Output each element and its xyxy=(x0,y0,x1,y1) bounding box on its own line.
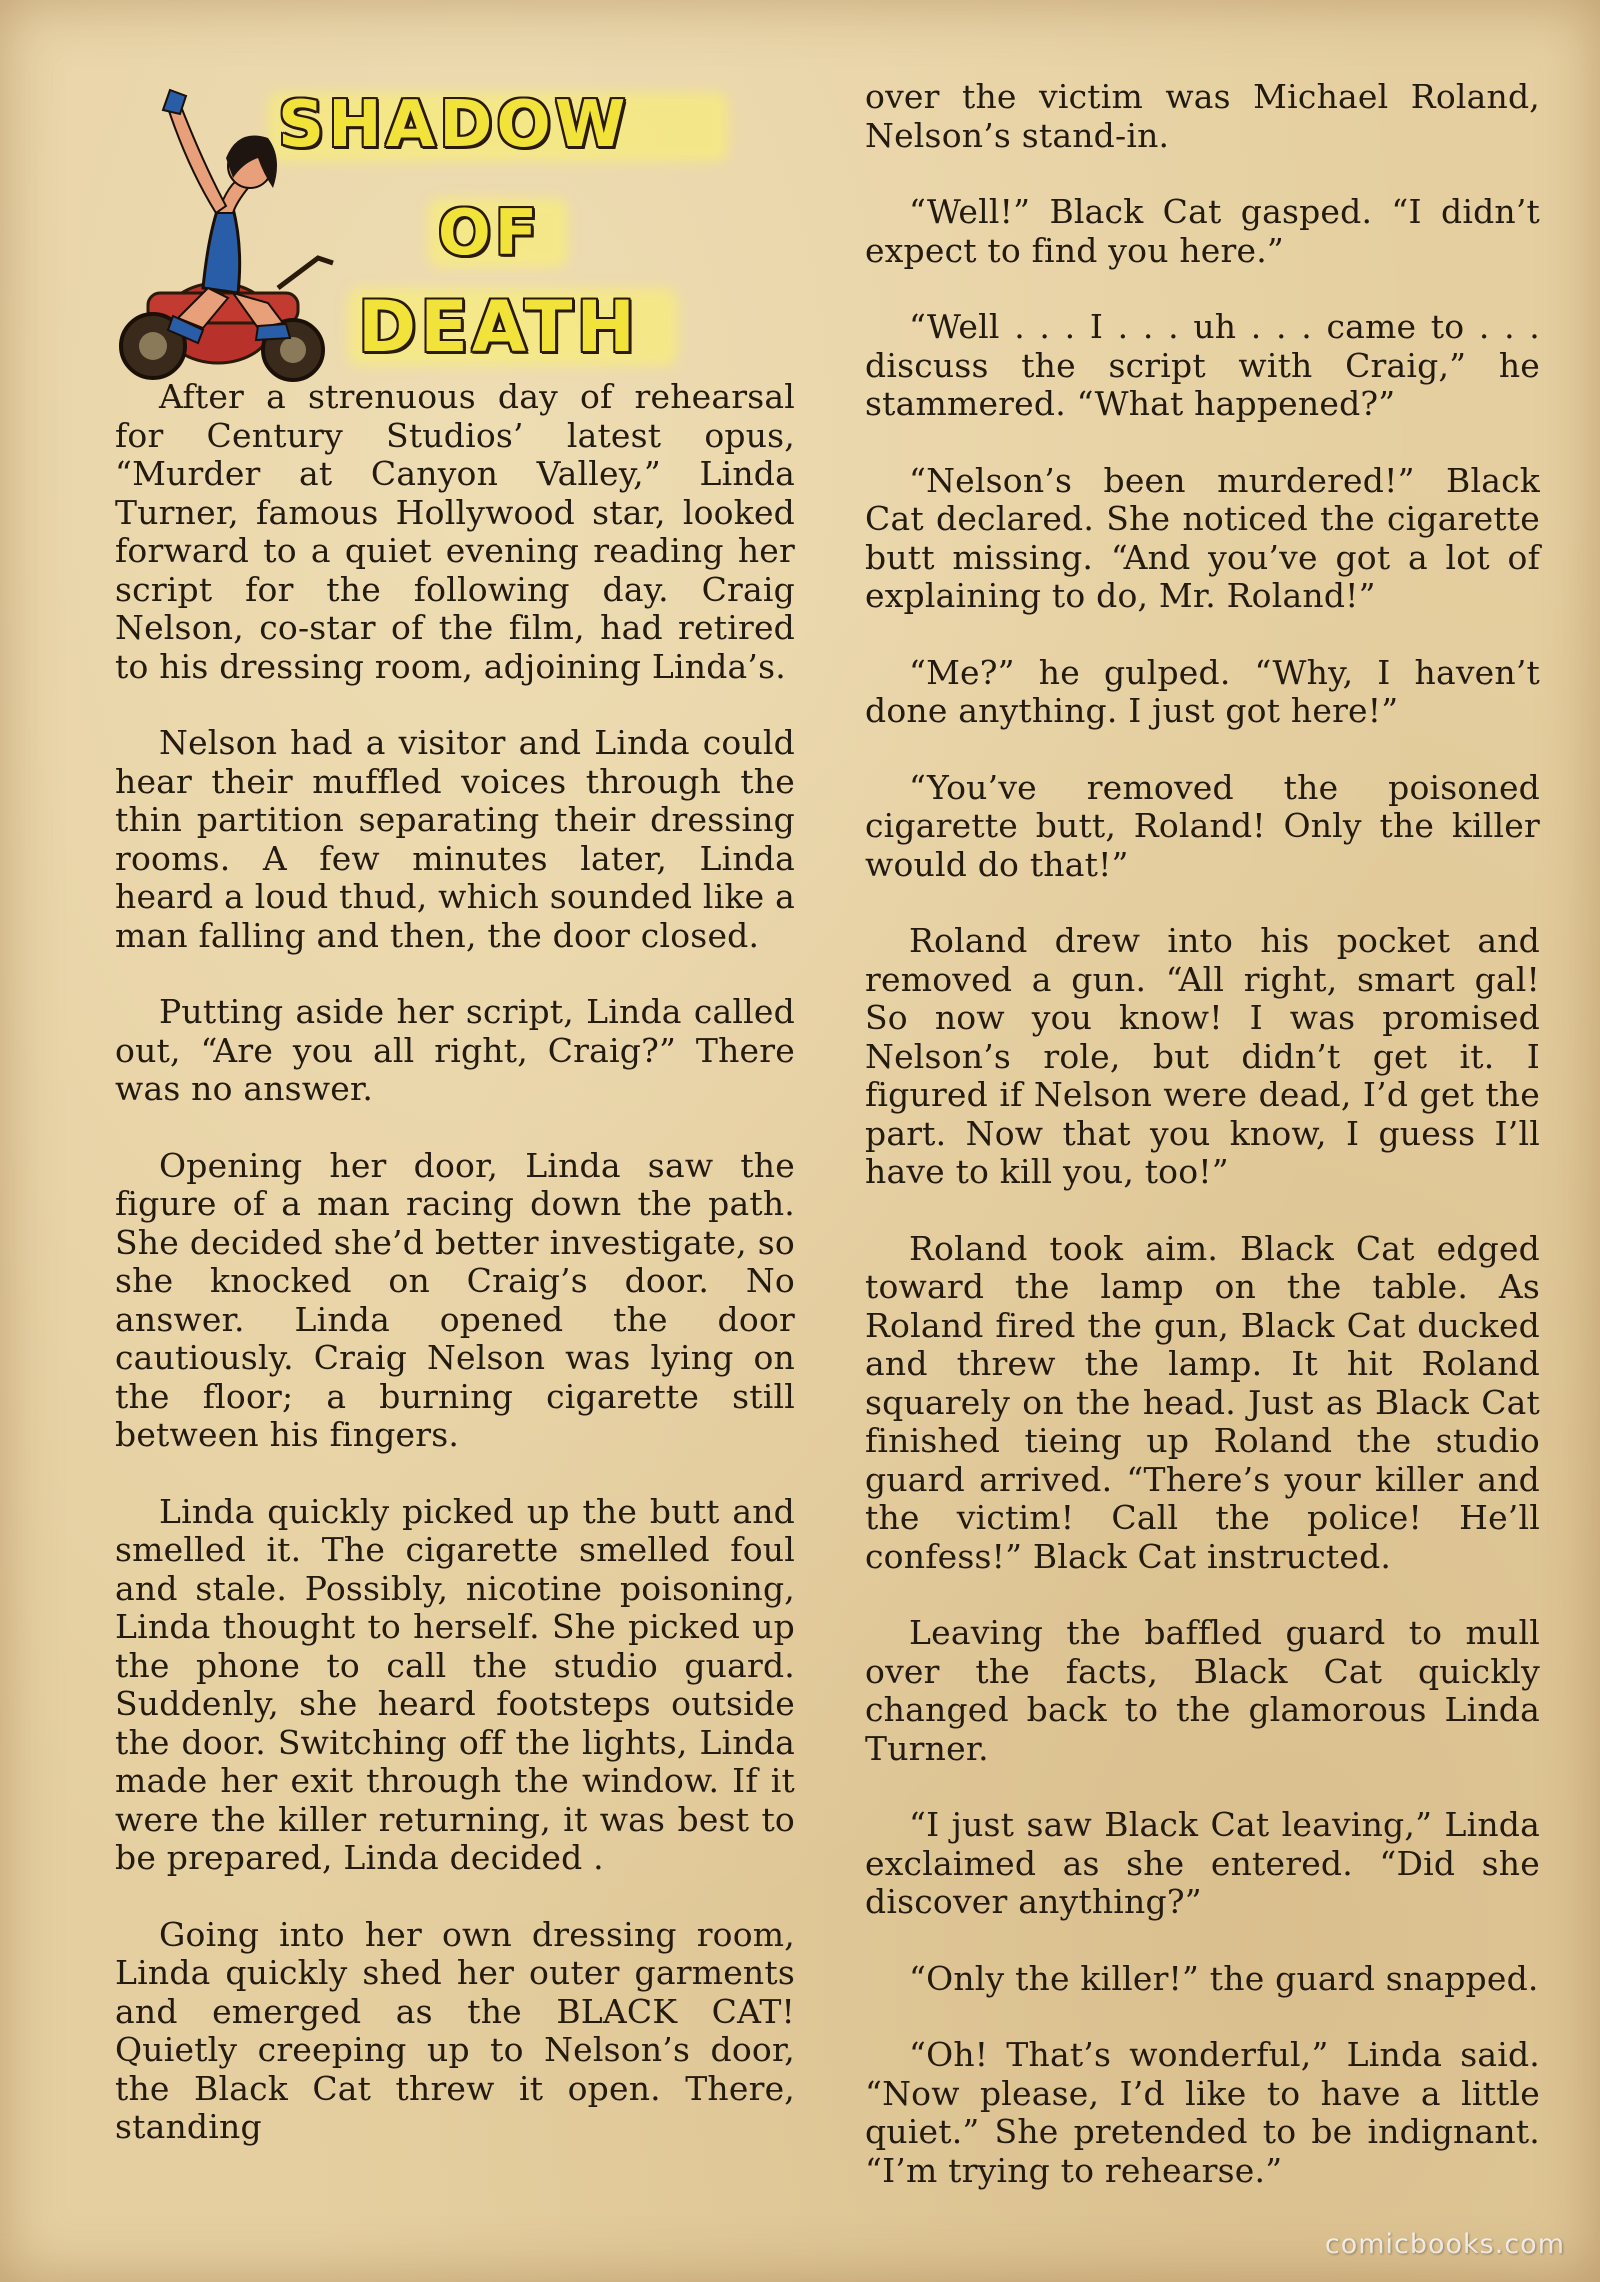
title-line-shadow: SHADOW xyxy=(278,88,630,162)
paragraph: “Well . . . I . . . uh . . . came to . . . discuss the script with Craig,” he stammered. “What happened?” xyxy=(865,307,1540,423)
paragraph: “Nelson’s been murdered!” Black Cat declared. She noticed the cigarette butt missing. “And you’ve got a lot of explaining to do, Mr. Roland!” xyxy=(865,460,1540,615)
paragraph: over the victim was Michael Roland, Nelson’s stand-in. xyxy=(865,77,1540,155)
title-line-death: DEATH xyxy=(358,286,639,368)
paragraph: “Oh! That’s wonderful,” Linda said. “Now please, I’d like to have a little quiet.” She pretended to be indignant. “I’m trying to rehearse.” xyxy=(865,2035,1540,2190)
left-text-column xyxy=(115,378,795,2185)
paragraph: “I just saw Black Cat leaving,” Linda exclaimed as she entered. “Did she discover anything?” xyxy=(865,1805,1540,1921)
paragraph: Putting aside her script, Linda called out, “Are you all right, Craig?” There was no answer. xyxy=(115,992,795,1108)
paragraph: Roland took aim. Black Cat edged toward the lamp on the table. As Roland fired the gun, Black Cat ducked and threw the lamp. It hit Roland squarely on the head. Just as Black Cat finished tieing up Roland the studio guard arrived. “There’s your killer and the victim! Call the police! He’ll confess!” Black Cat instructed. xyxy=(865,1228,1540,1576)
paragraph: “Well!” Black Cat gasped. “I didn’t expect to find you here.” xyxy=(865,192,1540,270)
paragraph: Leaving the baffled guard to mull over the facts, Black Cat quickly changed back to the glamorous Linda Turner. xyxy=(865,1613,1540,1768)
paragraph: Going into her own dressing room, Linda quickly shed her outer garments and emerged as the BLACK CAT! Quietly creeping up to Nelson’s door, the Black Cat threw it open. There, standing xyxy=(115,1914,795,2146)
title-line-of: OF xyxy=(438,196,542,269)
watermark: comicbooks.com xyxy=(1324,2229,1565,2260)
paragraph: Linda quickly picked up the butt and smelled it. The cigarette smelled foul and stale. Possibly, nicotine poisoning, Linda thought to herself. She picked up the phone to call the studio guard. Suddenly, she heard footsteps outside the door. Switching off the lights, Linda made her exit through the window. If it were the killer returning, it was best to be prepared, Linda decided . xyxy=(115,1491,795,1877)
right-text-column xyxy=(865,78,1540,2228)
paragraph: “You’ve removed the poisoned cigarette butt, Roland! Only the killer would do that!” xyxy=(865,767,1540,884)
paragraph: Roland drew into his pocket and removed a gun. “All right, smart gal! So now you know! I was promised Nelson’s role, but didn’t get it. I figured if Nelson were dead, I’d get the part. Now that you know, I guess I’ll have to kill you, too!” xyxy=(865,921,1540,1191)
paragraph: “Only the killer!” the guard snapped. xyxy=(909,1958,1539,1998)
story-title-block xyxy=(108,88,738,373)
paragraph: “Me?” he gulped. “Why, I haven’t done anything. I just got here!” xyxy=(865,652,1540,730)
paragraph: After a strenuous day of rehearsal for Century Studios’ latest opus, “Murder at Canyon Valley,” Linda Turner, famous Hollywood star, looked forward to a quiet evening reading her script for the following day. Craig Nelson, co-star of the film, had retired to his dressing room, adjoining Linda’s. xyxy=(115,377,795,686)
paragraph: Nelson had a visitor and Linda could hear their muffled voices through the thin partition separating their dressing rooms. A few minutes later, Linda heard a loud thud, which sounded like a man falling and then, the door closed. xyxy=(115,723,795,955)
paragraph: Opening her door, Linda saw the figure of a man racing down the path. She decided she’d better investigate, so she knocked on Craig’s door. No answer. Linda opened the door cautiously. Craig Nelson was lying on the floor; a burning cigarette still between his fingers. xyxy=(115,1145,795,1454)
